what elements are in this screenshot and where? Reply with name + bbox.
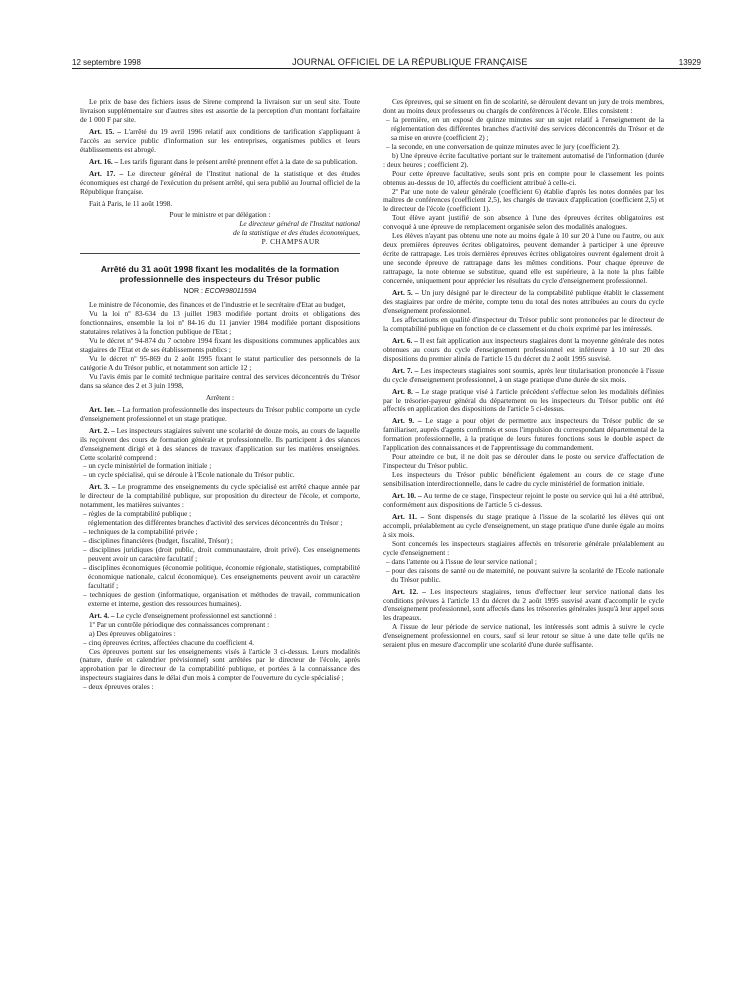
- list-item: réglementation des différentes branches d'activité des services déconcentrés du Trésor ;: [88, 518, 343, 528]
- visa-paragraph: Vu le décret nº 94-874 du 7 octobre 1994 fixant les dispositions communes applicables aux stagiaires de l'Etat et de ses établissements publics ;: [80, 336, 360, 355]
- article-6: [383, 337, 664, 364]
- list-item: – cinq épreuves écrites, affectées chacune du coefficient 4.: [83, 637, 255, 647]
- article-text: La formation professionnelle des inspecteurs du Trésor public comporte un cycle d'enseignement professionnel et un stage pratique.: [80, 404, 360, 423]
- article-text: Au terme de ce stage, l'inspecteur rejoint le poste ou service qui lui a été attribué, conformément aux dispositions de l'article 5 ci-dessus.: [383, 491, 664, 509]
- list-item: – la seconde, en une conversation de quinze minutes avec le jury (coefficient 2).: [386, 141, 620, 151]
- article-17: [80, 170, 360, 197]
- delegation-line: Pour le ministre et par délégation :: [169, 210, 271, 220]
- article-text: Le stage a pour objet de permettre aux inspecteurs du Trésor public de se familiariser, auprès d'agents confirmés et sous l'impulsion du correspondant départemental de la formation professionnelle, à la pratique de leurs futures fonctions sous le double aspect de l'application des connaissances et de l'apprentissage du commandement.: [383, 416, 664, 453]
- list-item: – techniques de gestion (informatique, organisation et méthodes de travail, communication externe et interne, gestion des ressources humaines).: [83, 589, 360, 608]
- article-text: Le stage pratique visé à l'article précédent s'effectue selon les modalités définies par le trésorier-payeur général du département ou les inspecteurs du Trésor public ont été affectés en application des dispositions de l'article 5 ci-dessus.: [383, 386, 664, 414]
- paragraph: Ces épreuves, qui se situent en fin de scolarité, se déroulent devant un jury de trois membres, dont au moins deux professeurs ou chargés de conférences à l'école. Elles consistent :: [383, 98, 664, 115]
- left-column: [80, 98, 360, 978]
- paragraph: 1º Par un contrôle périodique des connaissances comprenant :: [89, 619, 270, 629]
- article-2: [80, 427, 360, 463]
- nor-reference: [80, 288, 360, 297]
- paragraph: Les élèves n'ayant pas obtenu une note au moins égale à 10 sur 20 à l'une ou l'autre, ou aux deux premières épreuves écrites obligatoires, peuvent demander à participer à une épreuve écrite de rattrapage. Les trois dernières épreuves écrites obligatoires ouvrent également droit à une seconde épreuve de rattrapage dans les mêmes conditions. Pour chaque épreuve de rattrapage, la note obtenue se substitue, quand elle est supérieure, à la note la plus faible concernée, uniquement pour apprécier les résultats du cycle d'enseignement professionnel.: [383, 231, 664, 286]
- paragraph: Sont concernés les inspecteurs stagiaires affectés en trésorerie générale préalablement au cycle d'enseignement :: [383, 538, 664, 557]
- article-label: Art. 12. –: [392, 586, 426, 596]
- list-item: – règles de la comptabilité publique ;: [83, 509, 192, 519]
- list-item: – disciplines juridiques (droit public, droit communautaire, droit privé). Ces enseignements peuvent avoir un caractère facultatif ;: [83, 545, 360, 563]
- article-1: [80, 406, 360, 424]
- list-item: – un cycle ministériel de formation initiale ;: [83, 461, 212, 471]
- article-label: Art. 9. –: [392, 416, 422, 426]
- paragraph: Les inspecteurs du Trésor public bénéficient également au cours de ce stage d'une sensibilisation interdirectionnelle, dans le cadre du cycle ministériel de formation initiale.: [383, 470, 664, 489]
- article-text: Les inspecteurs stagiaires, tenus d'effectuer leur service national dans les conditions prévues à l'article 13 du décret du 2 août 1995 susvisé avant d'accomplir le cycle d'enseignement professionnel, sont affectés dans les trésoreries générales jusqu'à leur appel sous les drapeaux.: [383, 586, 664, 623]
- article-label: Art. 11. –: [392, 511, 425, 521]
- signatory-title-2: de la statistique et des études économiques,: [232, 228, 360, 238]
- paragraph: Pour atteindre ce but, il ne doit pas se dérouler dans le poste ou service d'affectation de l'inspecteur du Trésor public.: [383, 452, 664, 471]
- article-label: Art. 1er. –: [89, 404, 121, 414]
- article-label: Art. 8. –: [392, 386, 420, 396]
- paragraph: Le prix de base des fichiers issus de Sirene comprend la livraison sur un seul site. Toute livraison supplémentaire sur d'autres sites est assortie de la perception d'un montant forfaitaire de 1 000 F par site.: [80, 98, 360, 124]
- fait-a-paris: Fait à Paris, le 11 août 1998.: [89, 198, 173, 208]
- header-date: 12 septembre 1998: [72, 58, 141, 67]
- article-text: Les tarifs figurant dans le présent arrêté prennent effet à la date de sa publication.: [118, 156, 358, 166]
- article-9: [383, 417, 664, 453]
- paragraph: Tout élève ayant justifié de son absence à l'une des épreuves écrites obligatoires est convoqué à une épreuve de remplacement organisée selon des modalités analogues.: [383, 213, 664, 232]
- arrete-title: Arrêté du 31 août 1998 fixant les modalités de la formation professionnelle des inspecteurs du Trésor public: [100, 264, 340, 285]
- visa-paragraph: Vu l'avis émis par le comité technique paritaire central des services déconcentrés du Trésor dans sa séance des 2 et 3 juin 1998,: [80, 371, 360, 390]
- right-column: [383, 98, 664, 978]
- page-header: [72, 53, 701, 67]
- article-10: [383, 492, 664, 510]
- article-16: [80, 158, 360, 167]
- paragraph: 2º Par une note de valeur générale (coefficient 6) établie d'après les notes données par les maîtres de conférences (coefficient 2,5), les chargés de travaux d'application (coefficient 2,5) et le directeur de l'école (coefficient 1).: [383, 186, 664, 214]
- signatory-title-1: Le directeur général de l'Institut national: [239, 219, 360, 229]
- section-divider: [80, 253, 360, 254]
- signature: P. CHAMPSAUR: [261, 237, 320, 247]
- article-8: [383, 388, 664, 415]
- article-11: [383, 513, 664, 540]
- list-item: – techniques de la comptabilité privée ;: [83, 527, 198, 537]
- list-item: – un cycle spécialisé, qui se déroule à l'Ecole nationale du Trésor public.: [83, 470, 295, 480]
- nor-code: ECOR9801159A: [204, 288, 257, 296]
- article-label: Art. 15. –: [89, 126, 121, 136]
- article-label: Art. 3. –: [89, 482, 116, 492]
- list-item: – disciplines économiques (économie politique, économie régionale, statistiques, comptabilité économique nationale, calcul économique). Ces enseignements peuvent avoir un caractère facultatif ;: [83, 562, 360, 590]
- article-text: Le programme des enseignements du cycle spécialisé est arrêté chaque année par le directeur de la comptabilité publique, sur proposition du directeur de l'école, et comporte, notamment, les matières suivantes :: [80, 482, 360, 510]
- list-item: – dans l'attente ou à l'issue de leur service national ;: [386, 556, 537, 566]
- article-7: [383, 367, 664, 385]
- article-text: Le cycle d'enseignement professionnel est sanctionné :: [114, 610, 277, 620]
- header-rule: [72, 68, 701, 69]
- paragraph: a) Des épreuves obligatoires :: [89, 628, 176, 638]
- paragraph: Les affectations en qualité d'inspecteur du Trésor public sont prononcées par le directeur de la comptabilité publique en fonction de ce classement et du choix exprimé par les intéressés.: [383, 314, 664, 333]
- article-label: Art. 7. –: [392, 365, 419, 375]
- list-item: – pour des raisons de santé ou de maternité, ne pouvant suivre la scolarité de l'Ecole nationale du Trésor public.: [386, 565, 664, 584]
- article-label: Art. 16. –: [89, 156, 119, 166]
- visa-paragraph: Vu la loi nº 83-634 du 13 juillet 1983 modifiée portant droits et obligations des fonctionnaires, ensemble la loi nº 84-16 du 11 janvier 1984 modifiée portant dispositions statutaires relatives à la fonction publique de l'Etat ;: [80, 309, 360, 337]
- article-text: Les inspecteurs stagiaires suivent une scolarité de douze mois, au cours de laquelle ils reçoivent des cours de formation générale et professionnelle. Ils participent à des séances d'enseignement dirigé et à des séances de travaux d'application sur les matières enseignées. Cette scolarité comprend :: [80, 425, 360, 462]
- article-15: [80, 128, 360, 155]
- article-12: [383, 588, 664, 624]
- article-label: Art. 6. –: [392, 335, 418, 345]
- article-text: L'arrêté du 19 avril 1996 relatif aux conditions de tarification s'appliquant à l'accès au service public d'information sur les entreprises, organismes publics et leurs établissements est abrogé.: [80, 126, 360, 154]
- article-text: Un jury désigné par le directeur de la comptabilité publique établit le classement des stagiaires par ordre de mérite, compte tenu du total des notes attribuées au cours du cycle d'enseignement professionnel.: [383, 288, 664, 315]
- list-item: – la première, en un exposé de quinze minutes sur un sujet relatif à l'enseignement de la réglementation des différentes branches d'activité des services déconcentrés du Trésor et de sa mise en œuvre (coefficient 2) ;: [386, 114, 664, 142]
- visa-paragraph: Le ministre de l'économie, des finances et de l'industrie et le secrétaire d'Etat au budget,: [89, 300, 346, 310]
- list-item: – deux épreuves orales :: [83, 682, 154, 692]
- visa-paragraph: Vu le décret nº 95-869 du 2 août 1995 fixant le statut particulier des personnels de la catégorie A du Trésor public, et notamment son article 12 ;: [80, 353, 360, 372]
- paragraph: A l'issue de leur période de service national, les intéressés sont admis à suivre le cycle d'enseignement professionnel en cours, sauf si leur retour se situe à une date telle qu'ils ne seraient plus en mesure d'accomplir une scolarité d'une durée suffisante.: [383, 622, 664, 650]
- article-label: Art. 5. –: [392, 288, 419, 298]
- article-label: Art. 2. –: [89, 425, 115, 435]
- paragraph: Ces épreuves portent sur les enseignements visés à l'article 3 ci-dessus. Leurs modalités (nature, durée et calendrier prévisionnel) sont arrêtées par le directeur de l'école, après approbation par le directeur de la comptabilité publique, et portées à la connaissance des inspecteurs stagiaires dans le délai d'un mois à compter de l'ouverture du cycle spécialisé ;: [80, 646, 360, 683]
- article-text: Sont dispensés du stage pratique à l'issue de la scolarité les élèves qui ont accompli, préalablement au cycle d'enseignement, un stage pratique d'une durée égale au moins à six mois.: [383, 511, 664, 539]
- paragraph: b) Une épreuve écrite facultative portant sur le traitement automatisé de l'information (durée : deux heures ; coefficient 2).: [383, 150, 664, 169]
- article-text: Il est fait application aux inspecteurs stagiaires dont la moyenne générale des notes obtenues au cours du cycle d'enseignement professionnel est inférieure à 10 sur 20 des dispositions du premier alinéa de l'article 15 du décret du 2 août 1995 susvisé.: [383, 335, 664, 363]
- article-3: [80, 483, 360, 510]
- article-label: Art. 4. –: [89, 610, 115, 620]
- article-label: Art. 17. –: [89, 168, 124, 178]
- nor-label: NOR :: [183, 288, 205, 296]
- arretent-heading: Arrêtent :: [205, 392, 235, 402]
- article-label: Art. 10. –: [392, 491, 422, 501]
- paragraph: Pour cette épreuve facultative, seuls sont pris en compte pour le classement les points obtenus au-dessus de 10, affectés du coefficient attribué à celle-ci.: [383, 168, 664, 187]
- article-text: Les inspecteurs stagiaires sont soumis, après leur titularisation prononcée à l'issue du cycle d'enseignement professionnel, à un stage pratique d'une durée de six mois.: [383, 365, 664, 384]
- article-5: [383, 289, 664, 316]
- article-text: Le directeur général de l'Institut national de la statistique et des études économiques est chargé de l'exécution du présent arrêté, qui sera publié au Journal officiel de la République française.: [80, 168, 360, 196]
- header-journal-title: JOURNAL OFFICIEL DE LA RÉPUBLIQUE FRANÇAISE: [292, 57, 528, 67]
- list-item: – disciplines financières (budget, fiscalité, Trésor) ;: [83, 536, 233, 546]
- header-page-number: 13929: [678, 58, 701, 67]
